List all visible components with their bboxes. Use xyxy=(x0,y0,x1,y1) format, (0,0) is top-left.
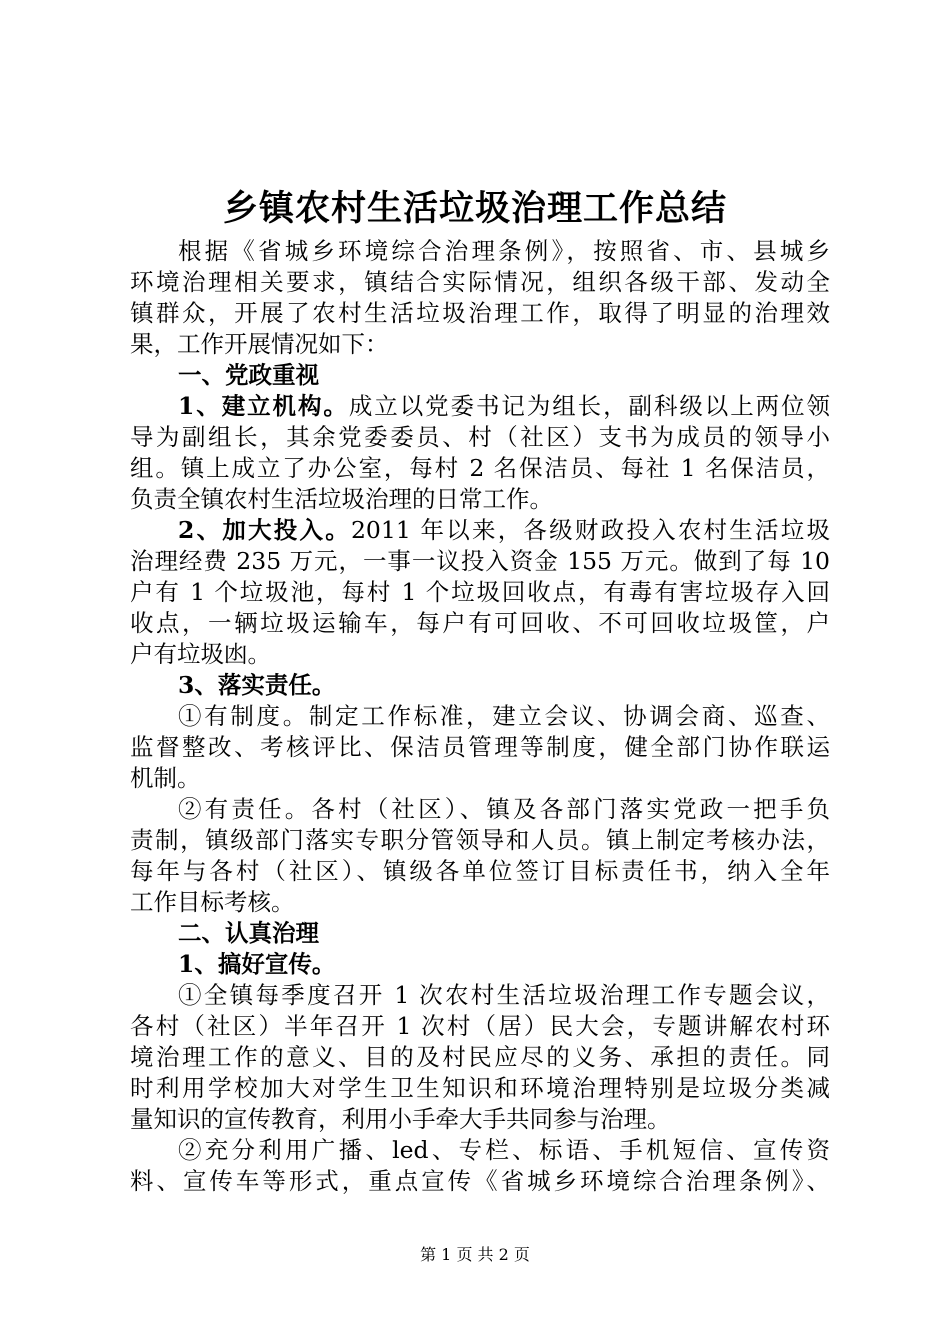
line-text: 各村（社区）半年召开 1 次村（居）民大会，专题讲解农村环 xyxy=(130,1012,830,1040)
line-text: 责制，镇级部门落实专职分管领导和人员。镇上制定考核办法， xyxy=(130,826,830,854)
text-line xyxy=(130,577,830,608)
text-line xyxy=(130,1011,830,1042)
line-text: 户有 1 个垃圾池，每村 1 个垃圾回收点，有毒有害垃圾存入回 xyxy=(130,578,830,606)
text-line xyxy=(130,1104,830,1135)
text-line xyxy=(130,298,830,329)
text-line xyxy=(130,670,830,701)
line-text: 1、搞好宣传。 xyxy=(178,950,336,978)
line-text: 镇群众，开展了农村生活垃圾治理工作，取得了明显的治理效 xyxy=(130,299,830,327)
text-line xyxy=(130,825,830,856)
line-text: 成立以党委书记为组长，副科级以上两位领 xyxy=(348,392,831,420)
text-line xyxy=(130,484,830,515)
line-text: 料、宣传车等形式，重点宣传《省城乡环境综合治理条例》、 xyxy=(130,1167,830,1195)
line-text: ②有责任。各村（社区）、镇及各部门落实党政一把手负 xyxy=(178,795,830,823)
text-line xyxy=(130,794,830,825)
text-line xyxy=(130,1073,830,1104)
text-line xyxy=(130,360,830,391)
text-line xyxy=(130,391,830,422)
text-line xyxy=(130,980,830,1011)
text-line xyxy=(130,1166,830,1197)
line-text: 工作目标考核。 xyxy=(130,888,295,916)
line-text: 户有垃圾凼。 xyxy=(130,640,271,668)
text-line xyxy=(130,422,830,453)
section-heading: 2、加大投入。 xyxy=(178,516,351,544)
line-text: 境治理工作的意义、目的及村民应尽的义务、承担的责任。同 xyxy=(130,1043,830,1071)
line-text: 负责全镇农村生活垃圾治理的日常工作。 xyxy=(130,485,553,513)
line-text: ①全镇每季度召开 1 次农村生活垃圾治理工作专题会议， xyxy=(178,981,830,1009)
text-line xyxy=(130,267,830,298)
line-text: 二、认真治理 xyxy=(178,919,319,947)
line-text: 时利用学校加大对学生卫生知识和环境治理特别是垃圾分类减 xyxy=(130,1074,830,1102)
line-text: 监督整改、考核评比、保洁员管理等制度，健全部门协作联运 xyxy=(130,733,830,761)
line-text: 果，工作开展情况如下： xyxy=(130,330,389,358)
line-text: 每年与各村（社区）、镇级各单位签订目标责任书，纳入全年 xyxy=(130,857,830,885)
text-line xyxy=(130,763,830,794)
text-line xyxy=(130,856,830,887)
text-line xyxy=(130,887,830,918)
page-footer: 第 1 页 共 2 页 xyxy=(420,1245,530,1264)
line-text: ②充分利用广播、led、专栏、标语、手机短信、宣传资 xyxy=(178,1136,830,1164)
line-text: 治理经费 235 万元，一事一议投入资金 155 万元。做到了每 10 xyxy=(130,547,830,575)
line-text: 一、党政重视 xyxy=(178,361,319,389)
text-line xyxy=(130,236,830,267)
text-line xyxy=(130,701,830,732)
line-text: 根据《省城乡环境综合治理条例》，按照省、市、县城乡 xyxy=(178,237,830,265)
text-line xyxy=(130,546,830,577)
document-title: 乡镇农村生活垃圾治理工作总结 xyxy=(222,188,727,229)
line-text: 机制。 xyxy=(130,764,201,792)
line-text: 2011 年以来，各级财政投入农村生活垃圾 xyxy=(350,516,830,544)
text-line xyxy=(130,453,830,484)
document-body xyxy=(130,236,830,1197)
line-text: 量知识的宣传教育，利用小手牵大手共同参与治理。 xyxy=(130,1105,671,1133)
text-line xyxy=(130,639,830,670)
line-text: ①有制度。制定工作标准，建立会议、协调会商、巡查、 xyxy=(178,702,830,730)
text-line xyxy=(130,1135,830,1166)
text-line xyxy=(130,918,830,949)
line-text: 环境治理相关要求，镇结合实际情况，组织各级干部、发动全 xyxy=(130,268,830,296)
text-line xyxy=(130,949,830,980)
line-text: 3、落实责任。 xyxy=(178,671,336,699)
text-line xyxy=(130,329,830,360)
text-line xyxy=(130,608,830,639)
line-text: 收点，一辆垃圾运输车，每户有可回收、不可回收垃圾筐，户 xyxy=(130,609,830,637)
line-text: 导为副组长，其余党委委员、村（社区）支书为成员的领导小 xyxy=(130,423,830,451)
text-line xyxy=(130,732,830,763)
text-line xyxy=(130,1042,830,1073)
text-line xyxy=(130,515,830,546)
section-heading: 1、建立机构。 xyxy=(178,392,349,420)
line-text: 组。镇上成立了办公室，每村 2 名保洁员、每社 1 名保洁员， xyxy=(130,454,830,482)
